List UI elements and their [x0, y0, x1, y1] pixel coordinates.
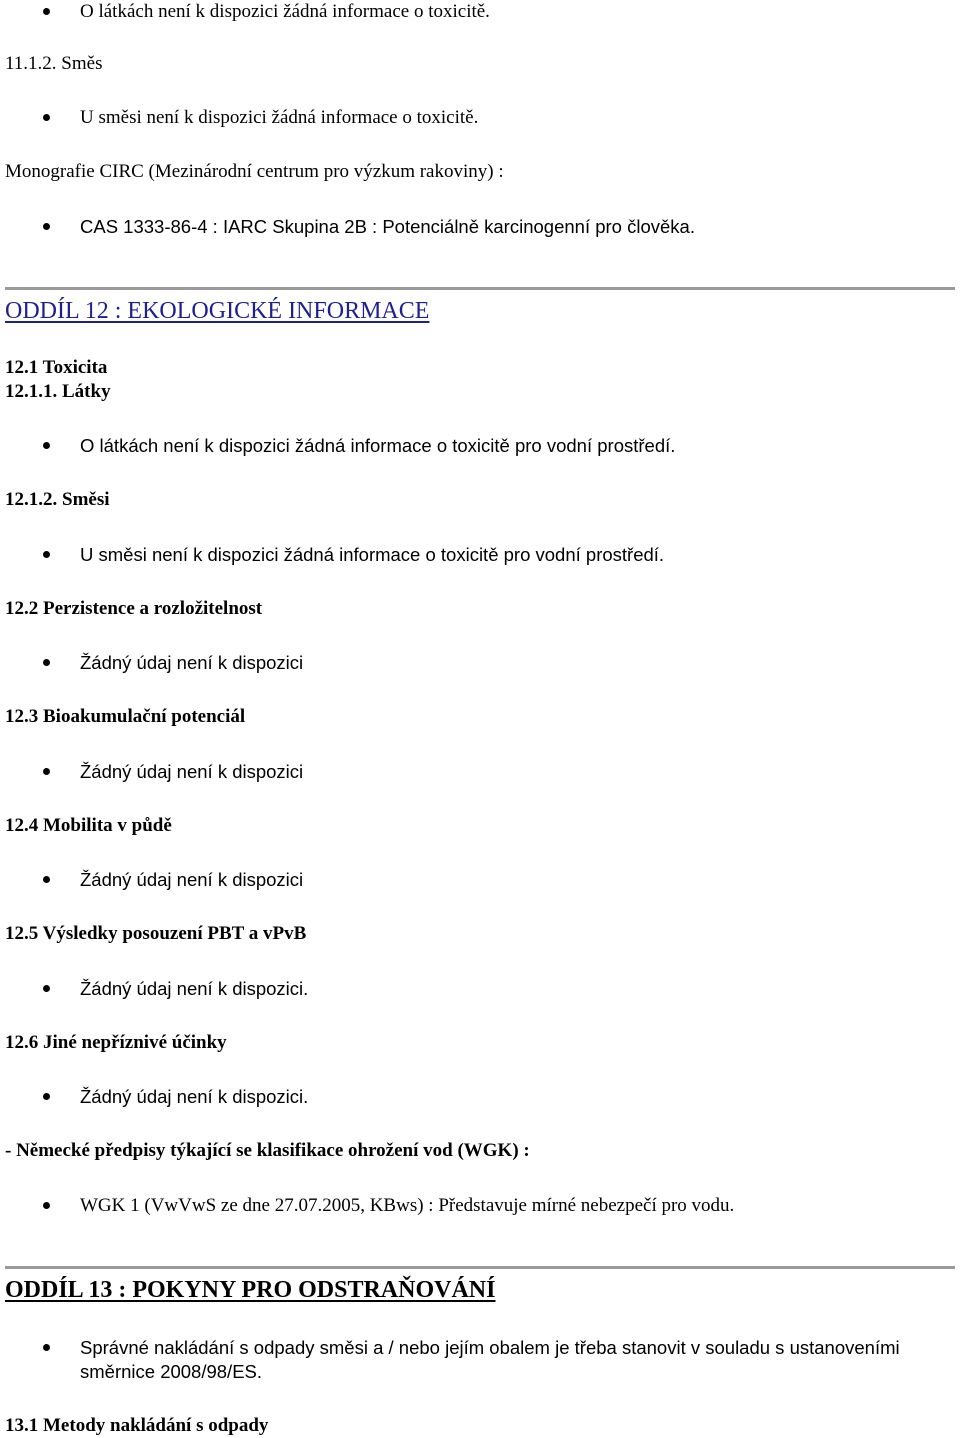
list-item-text: Žádný údaj není k dispozici	[80, 761, 304, 782]
subheading: 12.1 Toxicita	[5, 357, 108, 378]
list-item-text: Žádný údaj není k dispozici.	[80, 1086, 309, 1107]
list-item-text: Správné nakládání s odpady směsi a / nebo jejím obalem je třeba stanovit v souladu s ustanoveními směrnice 2008/98/ES.	[80, 1337, 900, 1382]
bullet-icon	[43, 8, 50, 15]
subheading: - Německé předpisy týkající se klasifikace ohrožení vod (WGK) :	[5, 1140, 530, 1161]
bullet-icon	[43, 1093, 50, 1100]
bullet-icon	[43, 1344, 50, 1351]
bullet-icon	[43, 768, 50, 775]
bullet-icon	[43, 442, 50, 449]
subheading: 12.1.1. Látky	[5, 381, 111, 402]
section-divider	[5, 287, 955, 290]
bullet-icon	[43, 223, 50, 230]
bullet-icon	[43, 659, 50, 666]
bullet-icon	[43, 876, 50, 883]
section-title: ODDÍL 13 : POKYNY PRO ODSTRAŇOVÁNÍ	[5, 1277, 496, 1303]
list-item-text: U směsi není k dispozici žádná informace o toxicitě pro vodní prostředí.	[80, 544, 665, 565]
list-item-text: O látkách není k dispozici žádná informace o toxicitě.	[80, 1, 490, 22]
section-title: ODDÍL 12 : EKOLOGICKÉ INFORMACE	[5, 298, 430, 324]
subheading: 12.6 Jiné nepříznivé účinky	[5, 1032, 227, 1053]
bullet-icon	[43, 551, 50, 558]
list-item-text: U směsi není k dispozici žádná informace o toxicitě.	[80, 107, 479, 128]
subheading: 12.5 Výsledky posouzení PBT a vPvB	[5, 923, 307, 944]
subheading: 12.4 Mobilita v půdě	[5, 815, 172, 836]
list-item-text: WGK 1 (VwVwS ze dne 27.07.2005, KBws) : Představuje mírné nebezpečí pro vodu.	[80, 1195, 735, 1216]
subheading: 12.3 Bioakumulační potenciál	[5, 706, 246, 727]
subheading: Monografie CIRC (Mezinárodní centrum pro výzkum rakoviny) :	[5, 161, 504, 182]
list-item-text: O látkách není k dispozici žádná informace o toxicitě pro vodní prostředí.	[80, 435, 676, 456]
bullet-icon	[43, 114, 50, 121]
list-item-text: Žádný údaj není k dispozici	[80, 652, 304, 673]
subheading: 12.2 Perzistence a rozložitelnost	[5, 598, 263, 619]
bullet-icon	[43, 985, 50, 992]
list-item-text: Žádný údaj není k dispozici.	[80, 978, 309, 999]
section-divider	[5, 1266, 955, 1269]
subheading: 11.1.2. Směs	[5, 53, 103, 74]
subheading: 13.1 Metody nakládání s odpady	[5, 1415, 269, 1436]
subheading: 12.1.2. Směsi	[5, 489, 110, 510]
list-item-text: CAS 1333-86-4 : IARC Skupina 2B : Potenciálně karcinogenní pro člověka.	[80, 216, 695, 237]
bullet-icon	[43, 1202, 50, 1209]
list-item-text: Žádný údaj není k dispozici	[80, 869, 304, 890]
